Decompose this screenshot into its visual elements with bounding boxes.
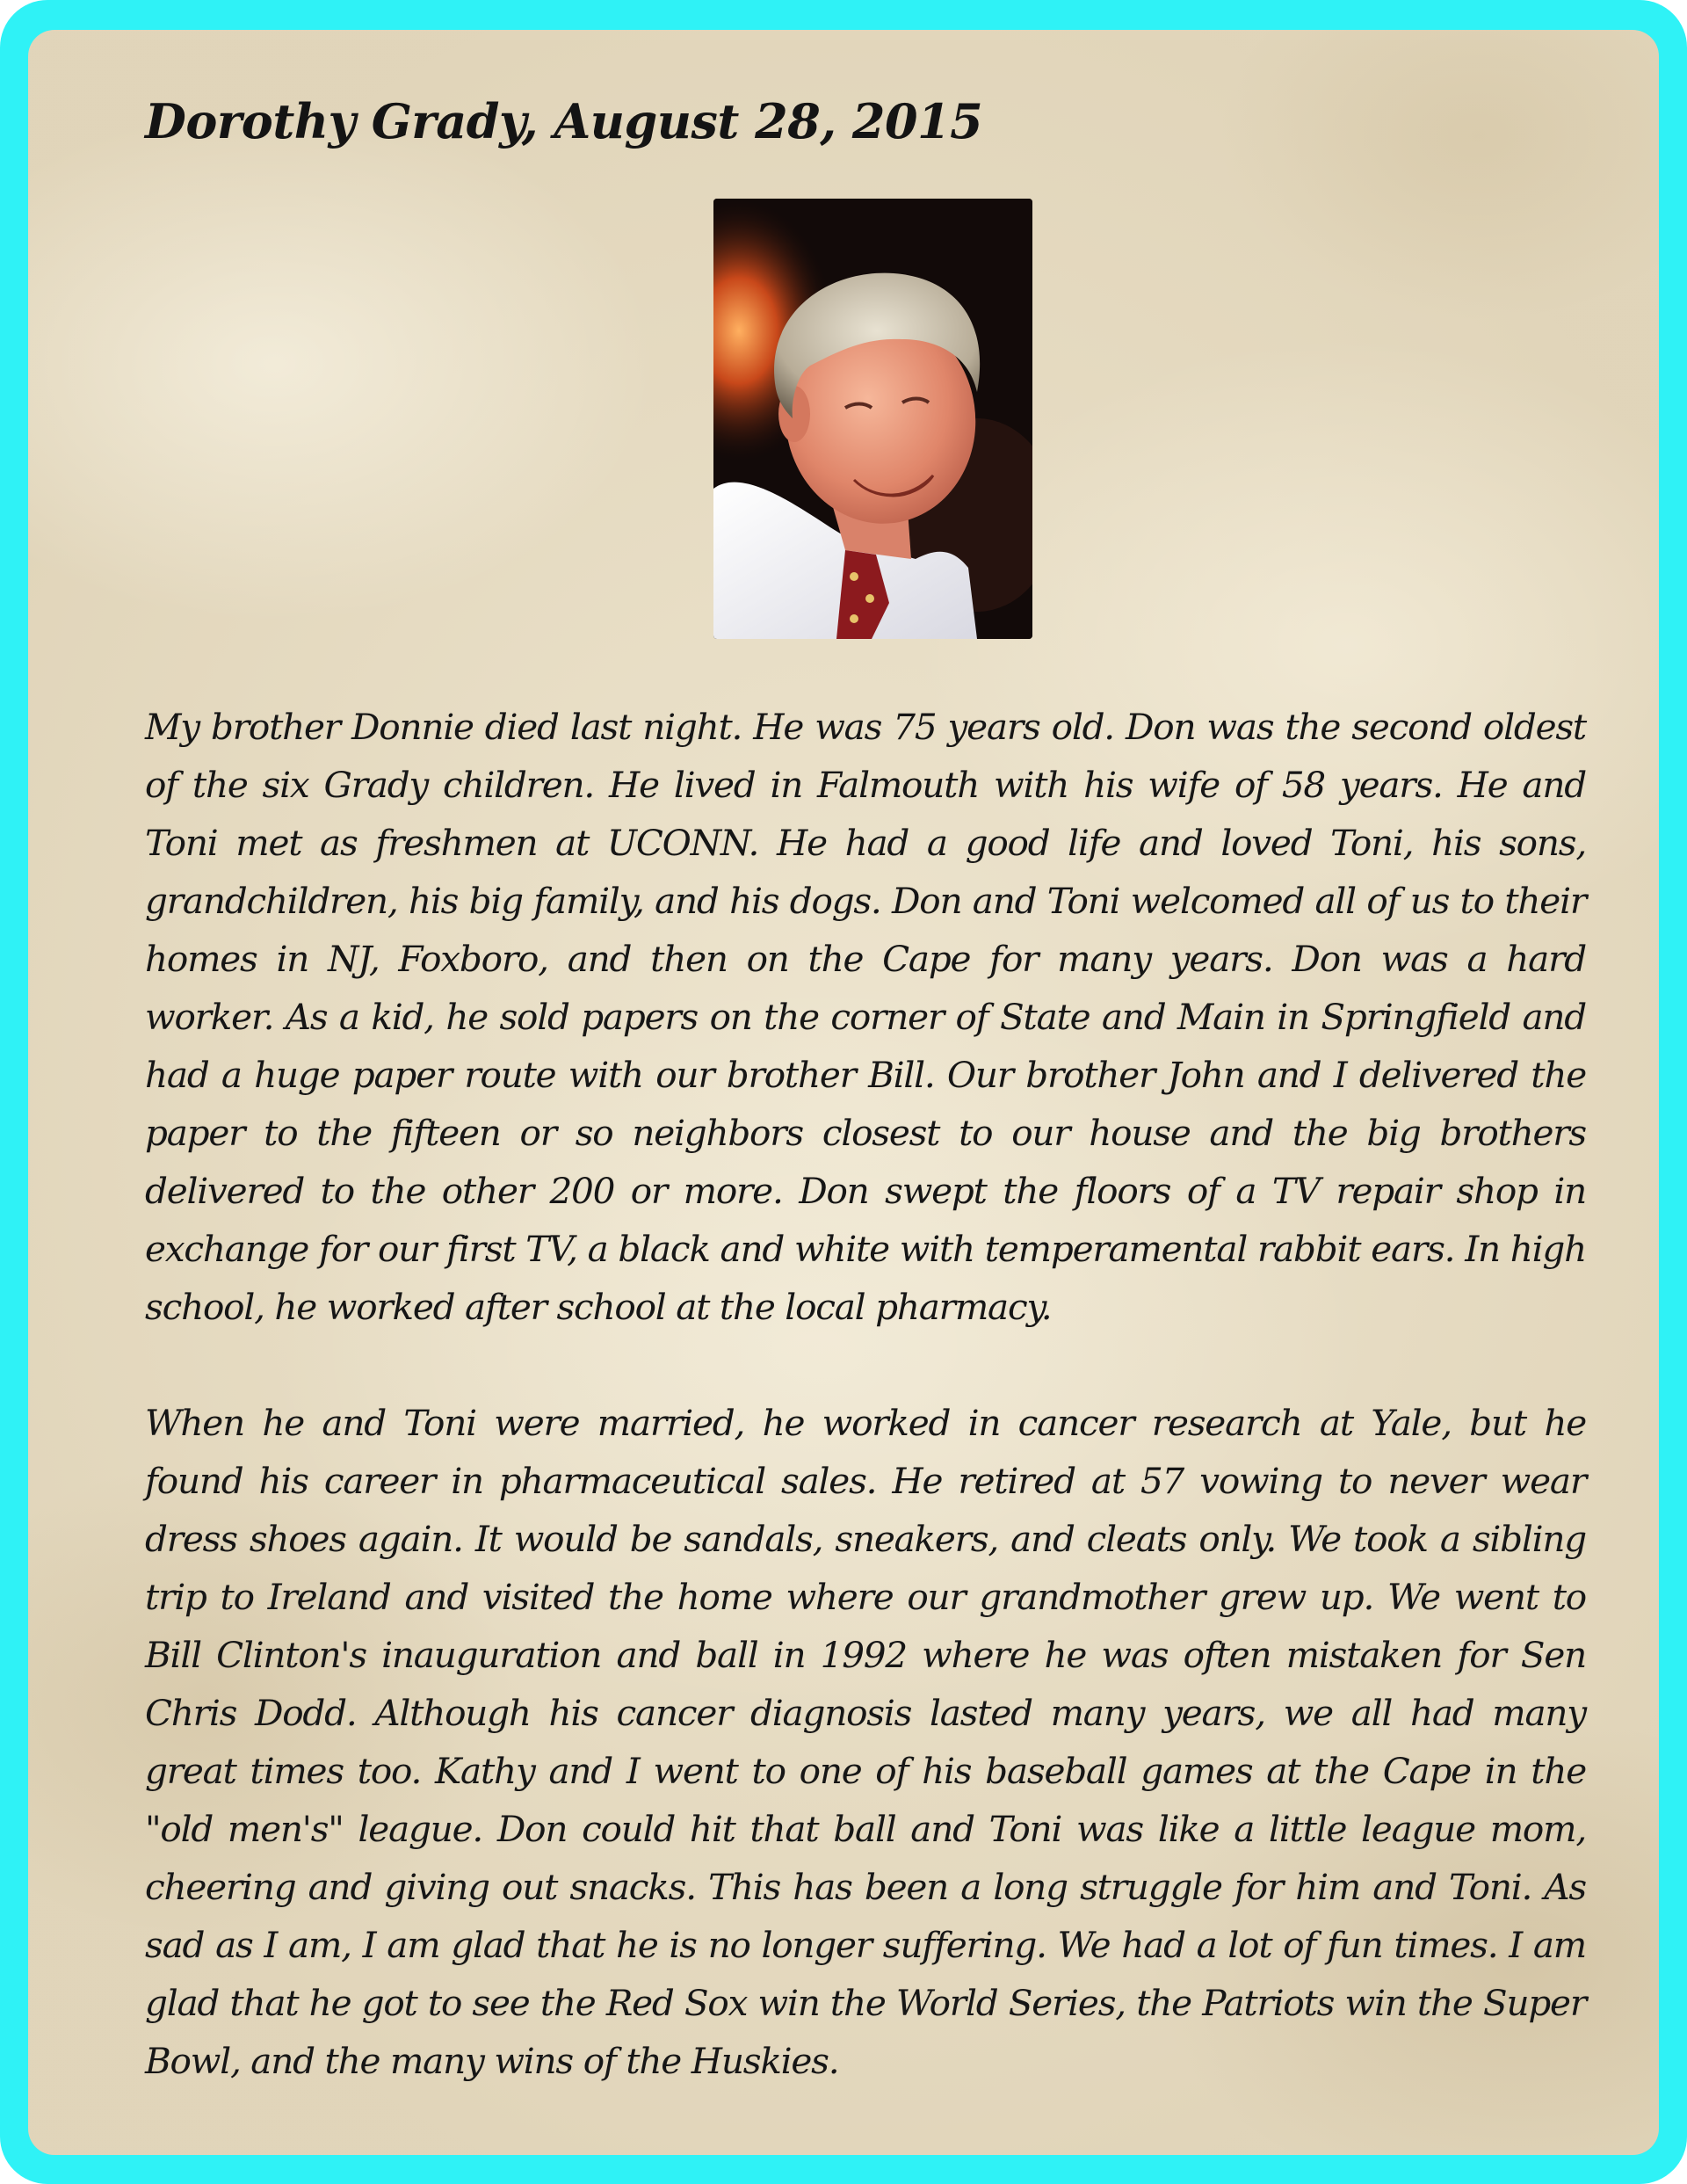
paragraph-1: My brother Donnie died last night. He was 75 years old. Don was the second oldest of the six Grady children. He lived in Falmouth with his wife of 58 years. He and Toni met as freshmen at UCONN. He had a good life and loved Toni, his sons, grandchildren, his big family, and his dogs. Don and Toni welcomed all of us to their homes in NJ, Foxboro, and then on the Cape for many years. Don was a hard worker. As a kid, he sold papers on the corner of State and Main in Springfield and had a huge paper route with our brother Bill. Our brother John and I delivered the paper to the fifteen or so neighbors closest to our house and the big brothers delivered to the other 200 or more. Don swept the floors of a TV repair shop in exchange for our first TV, a black and white with temperamental rabbit ears. In high school, he worked after school at the local pharmacy. [145, 706, 1586, 1328]
page-title: Dorothy Grady, August 28, 2015 [145, 93, 983, 149]
obituary-text [145, 698, 1586, 2148]
portrait-icon [713, 199, 1032, 639]
portrait-photo [713, 199, 1032, 639]
parchment-page [28, 30, 1659, 2155]
paragraph-2: When he and Toni were married, he worked in cancer research at Yale, but he found his career in pharmaceutical sales. He retired at 57 vowing to never wear dress shoes again. It would be sandals, sneakers, and cleats only. We took a sibling trip to Ireland and visited the home where our grandmother grew up. We went to Bill Clinton's inauguration and ball in 1992 where he was often mistaken for Sen Chris Dodd. Although his cancer diagnosis lasted many years, we all had many great times too. Kathy and I went to one of his baseball games at the Cape in the "old men's" league. Don could hit that ball and Toni was like a little league mom, cheering and giving out snacks. This has been a long struggle for him and Toni. As sad as I am, I am glad that he is no longer suffering. We had a lot of fun times. I am glad that he got to see the Red Sox win the World Series, the Patriots win the Super Bowl, and the many wins of the Huskies. [145, 1402, 1586, 2082]
